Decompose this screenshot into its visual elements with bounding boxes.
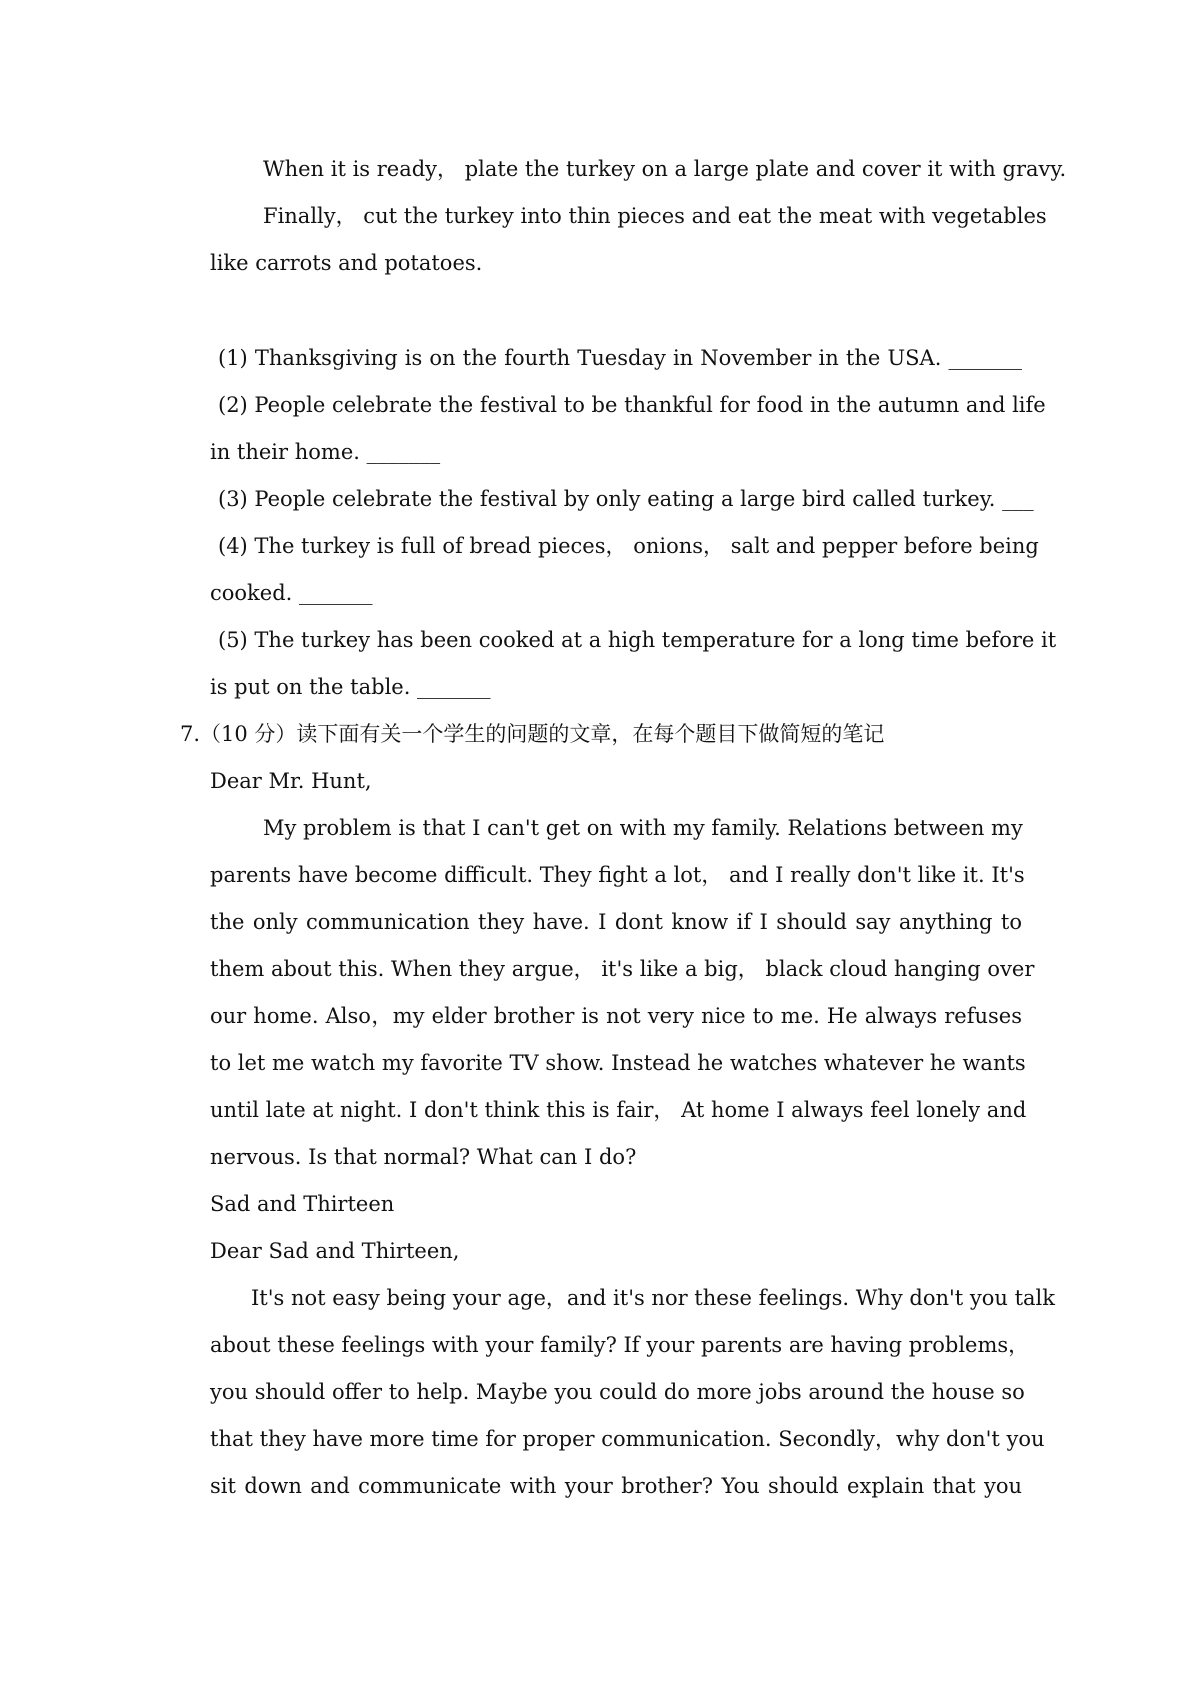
letter-signature: Sad and Thirteen xyxy=(210,1192,395,1216)
question-5-cont: is put on the table. _______ xyxy=(210,675,491,699)
letter-salutation: Dear Mr. Hunt, xyxy=(210,769,372,793)
reply-line: you should offer to help. Maybe you could do more jobs around the house so xyxy=(210,1380,1025,1404)
question-7-heading: 7.（10 分）读下面有关一个学生的问题的文章，在每个题目下做简短的笔记 xyxy=(180,722,885,746)
letter-line: them about this. When they argue， it's like a big， black cloud hanging over xyxy=(210,957,1035,981)
letter-line: My problem is that I can't get on with my family. Relations between my xyxy=(263,816,1023,840)
question-1: (1) Thanksgiving is on the fourth Tuesday in November in the USA. _______ xyxy=(218,346,1022,370)
question-4: (4) The turkey is full of bread pieces， onions， salt and pepper before being xyxy=(218,534,1039,558)
letter-line: parents have become difficult. They fight a lot， and I really don't like it. It's xyxy=(210,863,1025,887)
reply-salutation: Dear Sad and Thirteen, xyxy=(210,1239,460,1263)
question-5: (5) The turkey has been cooked at a high temperature for a long time before it xyxy=(218,628,1057,652)
recipe-step-plate: When it is ready， plate the turkey on a large plate and cover it with gravy. xyxy=(263,157,1067,181)
question-4-cont: cooked. _______ xyxy=(210,581,373,605)
question-2: (2) People celebrate the festival to be thankful for food in the autumn and life xyxy=(218,393,1046,417)
reply-line: It's not easy being your age，and it's nor these feelings. Why don't you talk xyxy=(251,1286,1055,1310)
recipe-step-finally: Finally， cut the turkey into thin pieces and eat the meat with vegetables xyxy=(263,204,1047,228)
reply-line: sit down and communicate with your brother? You should explain that you xyxy=(210,1474,1022,1498)
reply-line: about these feelings with your family? If your parents are having problems， xyxy=(210,1333,1030,1357)
question-3: (3) People celebrate the festival by only eating a large bird called turkey. ___ xyxy=(218,487,1034,511)
reply-line: that they have more time for proper communication. Secondly，why don't you xyxy=(210,1427,1045,1451)
letter-line: to let me watch my favorite TV show. Instead he watches whatever he wants xyxy=(210,1051,1026,1075)
question-2-cont: in their home. _______ xyxy=(210,440,441,464)
letter-line: nervous. Is that normal? What can I do? xyxy=(210,1145,637,1169)
recipe-step-finally-cont: like carrots and potatoes. xyxy=(210,251,483,275)
letter-line: the only communication they have. I dont know if I should say anything to xyxy=(210,910,1022,934)
letter-line: until late at night. I don't think this is fair， At home I always feel lonely and xyxy=(210,1098,1027,1122)
letter-line: our home. Also，my elder brother is not very nice to me. He always refuses xyxy=(210,1004,1022,1028)
